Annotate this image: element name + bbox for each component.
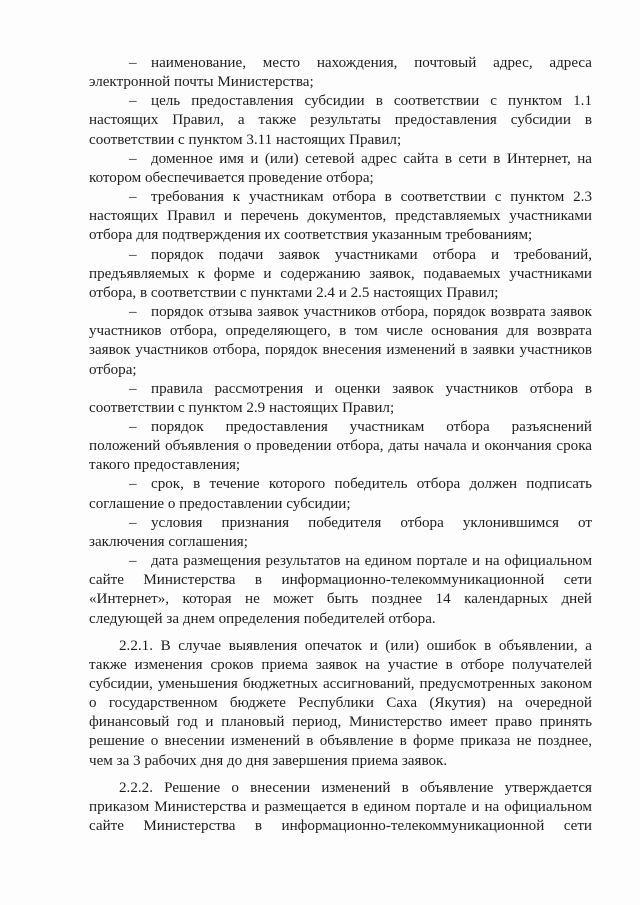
list-item-text: условия признания победителя отбора уклонившимся от заключения соглашения;	[89, 514, 592, 550]
document-body	[89, 54, 592, 836]
dash-marker: –	[129, 553, 137, 570]
paragraph-2-2-1: 2.2.1. В случае выявления опечаток и (или) ошибок в объявлении, а также изменения сроков приема заявок на участие в отборе получателей субсидии, уменьшения бюджетных ассигнований, предусмотренных законом о государственном бюджете Республики Саха (Якутия) на очередной финансовый год и плановый период, Министерство имеет право принять решение о внесении изменений в объявление в форме приказа не позднее, чем за 3 рабочих дня до дня завершения приема заявок.	[89, 637, 592, 769]
list-item	[89, 552, 592, 629]
dash-marker: –	[129, 476, 137, 493]
dash-marker: –	[129, 246, 137, 263]
paragraph-gap	[89, 629, 592, 637]
list-item-text: дата размещения результатов на едином портале и на официальном сайте Министерства в информационно-телекоммуникационной сети «Интернет», которая не может быть позднее 14 календарных дней следующей за днем определения победителей отбора.	[89, 553, 592, 627]
dash-marker: –	[129, 55, 137, 71]
list-item-text: порядок подачи заявок участниками отбора и требований, предъявляемых к форме и содержанию заявок, подаваемых участниками отбора, в соответствии с пунктами 2.4 и 2.5 настоящих Правил;	[89, 246, 592, 301]
dash-marker: –	[129, 514, 137, 531]
list-item	[89, 54, 592, 92]
list-item-text: цель предоставления субсидии в соответствии с пунктом 1.1 настоящих Правил, а также результаты предоставления субсидии в соответствии с пунктом 3.11 настоящих Правил;	[89, 93, 592, 148]
list-item-text: наименование, место нахождения, почтовый адрес, адреса электронной почты Министерства;	[89, 55, 592, 91]
paragraph-2-2-2: 2.2.2. Решение о внесении изменений в объявление утверждается приказом Министерства и размещается в едином портале и на официальном сайте Министерства в информационно-телекоммуникационной сети	[89, 779, 592, 835]
dash-marker: –	[129, 150, 137, 167]
paragraph-gap	[89, 771, 592, 779]
list-item	[89, 246, 592, 303]
list-item	[89, 418, 592, 475]
dash-marker: –	[129, 418, 137, 435]
list-item	[89, 188, 592, 245]
dash-marker: –	[129, 380, 137, 397]
list-item-text: доменное имя и (или) сетевой адрес сайта в сети в Интернет, на котором обеспечивается проведение отбора;	[89, 150, 592, 186]
list-item	[89, 150, 592, 188]
list-item-text: порядок отзыва заявок участников отбора, порядок возврата заявок участников отбора, определяющего, в том числе основания для возврата заявок участников отбора, порядок внесения изменений в заявки участников отбора;	[89, 304, 592, 378]
list-item-text: порядок предоставления участникам отбора разъяснений положений объявления о проведении отбора, даты начала и окончания срока такого предоставления;	[89, 418, 592, 474]
dash-marker: –	[129, 304, 137, 321]
list-item	[89, 475, 592, 513]
list-item	[89, 92, 592, 149]
list-item-text: требования к участникам отбора в соответствии с пунктом 2.3 настоящих Правил и перечень документов, представляемых участниками отбора для подтверждения их соответствия указанным требованиям;	[89, 189, 592, 244]
list-item	[89, 514, 592, 552]
list-item-text: срок, в течение которого победитель отбора должен подписать соглашение о предоставлении субсидии;	[89, 476, 592, 512]
dash-marker: –	[129, 93, 137, 110]
list-item-text: правила рассмотрения и оценки заявок участников отбора в соответствии с пунктом 2.9 настоящих Правил;	[89, 380, 592, 416]
dash-marker: –	[129, 189, 137, 206]
list-item	[89, 380, 592, 418]
list-item	[89, 303, 592, 380]
